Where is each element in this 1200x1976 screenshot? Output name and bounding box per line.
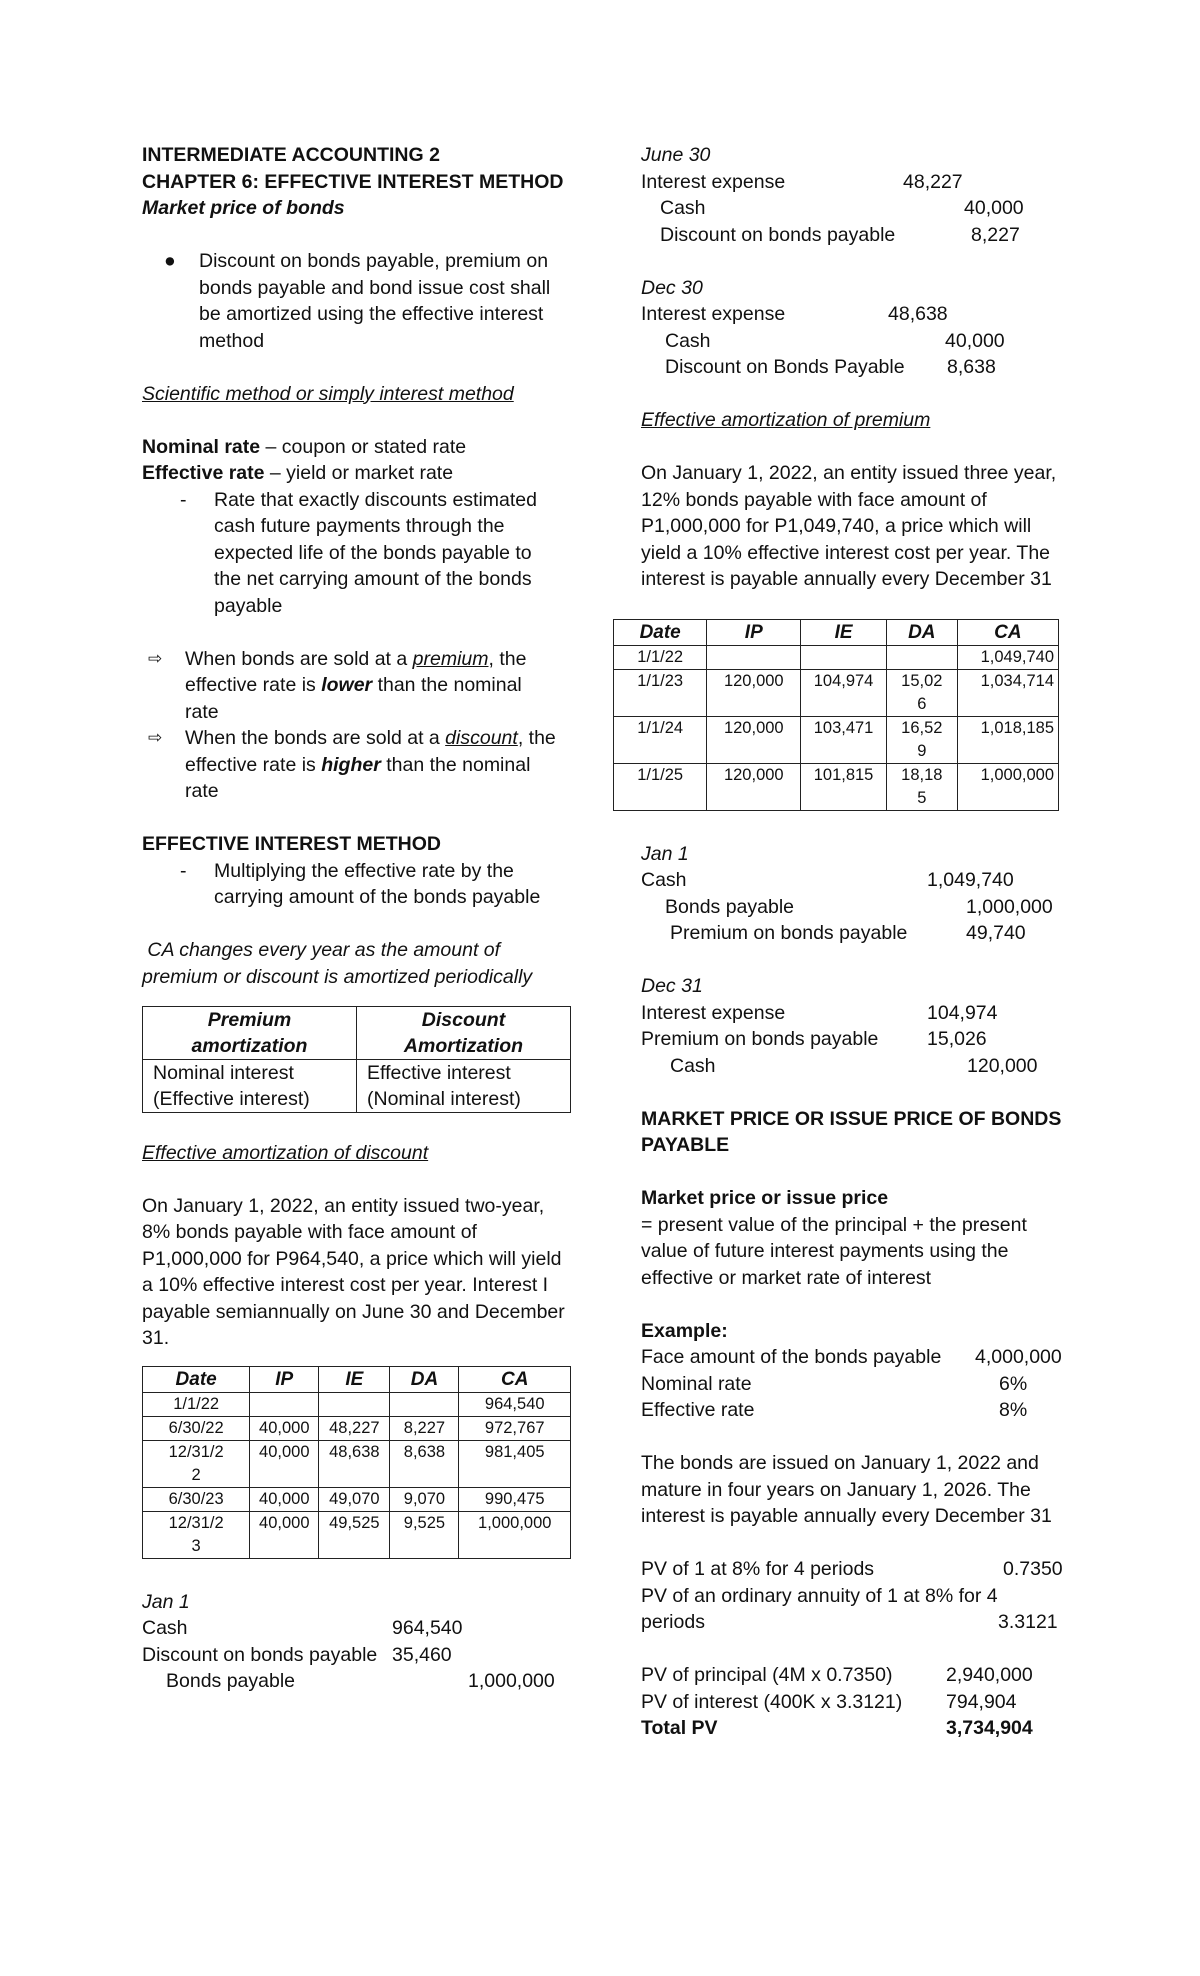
market-price-label: Market price or issue price xyxy=(641,1187,889,1209)
discount-example-paragraph: On January 1, 2022, an entity issued two-year, 8% bonds payable with face amount of P1,000,000 for P964,540, a price which will yield a 10% effective interest cost per year. Interest I payable semiannually on June 30 and December 31. xyxy=(142,1194,565,1349)
table-row xyxy=(614,763,1059,810)
table-row xyxy=(614,669,1059,716)
table-cell: 9,525 xyxy=(390,1511,459,1558)
premium-header: Premium amortization xyxy=(143,1007,357,1060)
scientific-method-heading: Scientific method or simply interest method xyxy=(142,382,514,405)
table-cell xyxy=(707,645,801,669)
discount-amortization-heading: Effective amortization of discount xyxy=(142,1141,429,1164)
table-cell: 990,475 xyxy=(459,1487,571,1511)
pv-computation: PV of principal (4M x 0.7350) 2,940,000 PV of interest (400K x 3.3121) 794,904 Total PV 3,734,904 xyxy=(641,1662,1081,1742)
effective-rate-line: Effective rate – yield or market rate xyxy=(142,462,454,484)
table-row xyxy=(143,1487,571,1511)
discount-header: Discount Amortization xyxy=(357,1007,571,1060)
dash-icon: - xyxy=(180,488,187,511)
table-cell: 1/1/22 xyxy=(614,645,707,669)
table-header-da: DA xyxy=(886,619,957,645)
table-cell xyxy=(390,1392,459,1416)
table-cell xyxy=(886,645,957,669)
table-row xyxy=(143,1440,571,1487)
table-cell xyxy=(801,645,887,669)
eim-definition: - Multiplying the effective rate by the carrying amount of the bonds payable xyxy=(180,859,541,908)
section-subtitle: Market price of bonds xyxy=(142,197,345,219)
table-cell: 1,049,740 xyxy=(957,645,1058,669)
table-cell: 120,000 xyxy=(707,716,801,763)
effective-rate-definition: - Rate that exactly discounts estimated cash future payments through the expected life of the bonds payable to the net carrying amount of the bonds payable xyxy=(180,488,537,617)
ca-note: CA changes every year as the amount of premium or discount is amortized periodically xyxy=(142,939,533,988)
arrow-icon: ⇨ xyxy=(148,648,163,668)
table-cell: 1,000,000 xyxy=(459,1511,571,1558)
course-title: INTERMEDIATE ACCOUNTING 2 xyxy=(142,144,440,166)
market-price-heading: MARKET PRICE OR ISSUE PRICE OF BONDS PAYABLE xyxy=(641,1107,1062,1156)
table-header-da: DA xyxy=(390,1366,459,1392)
table-cell: 40,000 xyxy=(250,1440,319,1487)
table-cell: 101,815 xyxy=(801,763,887,810)
table-header-date: Date xyxy=(143,1366,250,1392)
journal-entry-dec31-premium: Dec 31 Interest expense 104,974 Premium on bonds payable 15,026 Cash 120,000 xyxy=(641,975,1038,1077)
issue-paragraph: The bonds are issued on January 1, 2022 and mature in four years on January 1, 2026. The interest is payable annually every December 31 xyxy=(641,1452,1052,1527)
table-cell: 1,018,185 xyxy=(957,716,1058,763)
table-cell: 49,070 xyxy=(319,1487,390,1511)
table-cell: 1/1/22 xyxy=(143,1392,250,1416)
premium-amortization-heading: Effective amortization of premium xyxy=(641,409,931,431)
table-row xyxy=(143,1511,571,1558)
dash-icon: - xyxy=(180,859,187,882)
discount-schedule-table xyxy=(142,1366,571,1559)
left-column xyxy=(142,142,572,1695)
table-row xyxy=(614,716,1059,763)
table-cell: 964,540 xyxy=(459,1392,571,1416)
journal-entry-jan1-premium: Jan 1 Cash 1,049,740 Bonds payable 1,000,000 Premium on bonds payable 49,740 xyxy=(641,842,1053,944)
table-cell: 8,227 xyxy=(390,1416,459,1440)
journal-entry-june30: June 30 Interest expense 48,227 Cash 40,000 Discount on bonds payable 8,227 xyxy=(641,144,1024,246)
total-pv-label: Total PV xyxy=(641,1717,718,1739)
table-cell: 12/31/2 2 xyxy=(143,1440,250,1487)
nominal-rate-line: Nominal rate – coupon or stated rate xyxy=(142,435,467,458)
discount-rule: ⇨ When the bonds are sold at a discount, the effective rate is higher than the nominal rate xyxy=(148,727,556,802)
premium-rule: ⇨ When bonds are sold at a premium, the effective rate is lower than the nominal rate xyxy=(148,647,527,723)
table-cell: 9,070 xyxy=(390,1487,459,1511)
table-cell: 12/31/2 3 xyxy=(143,1511,250,1558)
table-cell: 15,02 6 xyxy=(886,669,957,716)
table-cell: 103,471 xyxy=(801,716,887,763)
table-header-ca: CA xyxy=(459,1366,571,1392)
table-cell: 120,000 xyxy=(707,669,801,716)
table-cell: 6/30/23 xyxy=(143,1487,250,1511)
table-cell: 6/30/22 xyxy=(143,1416,250,1440)
premium-schedule-table xyxy=(613,619,1059,811)
table-header-date: Date xyxy=(614,619,707,645)
comparison-table xyxy=(142,1006,571,1113)
table-row xyxy=(143,1392,571,1416)
table-cell: 49,525 xyxy=(319,1511,390,1558)
discount-cell: Effective interest (Nominal interest) xyxy=(357,1060,571,1113)
table-cell: 8,638 xyxy=(390,1440,459,1487)
example-label: Example: xyxy=(641,1319,728,1342)
table-header-ie: IE xyxy=(319,1366,390,1392)
table-cell xyxy=(319,1392,390,1416)
table-header-ca: CA xyxy=(957,619,1058,645)
premium-cell: Nominal interest (Effective interest) xyxy=(143,1060,357,1113)
table-cell: 18,18 5 xyxy=(886,763,957,810)
table-cell: 104,974 xyxy=(801,669,887,716)
bullet-amortization: ● Discount on bonds payable, premium on bonds payable and bond issue cost shall be amortized using the effective interest method xyxy=(164,250,551,352)
table-cell: 981,405 xyxy=(459,1440,571,1487)
chapter-title: CHAPTER 6: EFFECTIVE INTEREST METHOD xyxy=(142,170,564,193)
pv-factors: PV of 1 at 8% for 4 periods 0.7350 PV of an ordinary annuity of 1 at 8% for 4 periods 3.3121 xyxy=(641,1558,1063,1633)
table-cell: 1,034,714 xyxy=(957,669,1058,716)
table-cell: 48,638 xyxy=(319,1440,390,1487)
table-header-ip: IP xyxy=(250,1366,319,1392)
journal-entry-dec30: Dec 30 Interest expense 48,638 Cash 40,000 Discount on Bonds Payable 8,638 xyxy=(641,276,1005,378)
eim-heading: EFFECTIVE INTEREST METHOD xyxy=(142,833,442,855)
table-cell xyxy=(250,1392,319,1416)
right-column xyxy=(637,142,1081,1742)
table-cell: 1,000,000 xyxy=(957,763,1058,810)
bullet-dot-icon: ● xyxy=(164,250,176,272)
premium-example-paragraph: On January 1, 2022, an entity issued three year, 12% bonds payable with face amount of P1,000,000 for P1,049,740, a price which will yield a 10% effective interest cost per year. The interest is payable annually every December 31 xyxy=(641,462,1057,590)
journal-entry-jan1-discount: Jan 1 Cash 964,540 Discount on bonds payable 35,460 Bonds payable 1,000,000 xyxy=(142,1590,555,1692)
table-cell: 1/1/24 xyxy=(614,716,707,763)
table-cell: 48,227 xyxy=(319,1416,390,1440)
example-data: Face amount of the bonds payable 4,000,000 Nominal rate 6% Effective rate 8% xyxy=(641,1346,1062,1421)
table-cell: 120,000 xyxy=(707,763,801,810)
table-cell: 1/1/25 xyxy=(614,763,707,810)
table-row xyxy=(143,1416,571,1440)
table-cell: 40,000 xyxy=(250,1511,319,1558)
table-cell: 1/1/23 xyxy=(614,669,707,716)
table-cell: 40,000 xyxy=(250,1487,319,1511)
total-pv-value: 3,734,904 xyxy=(946,1717,1033,1739)
table-header-ie: IE xyxy=(801,619,887,645)
table-cell: 972,767 xyxy=(459,1416,571,1440)
table-cell: 16,52 9 xyxy=(886,716,957,763)
table-cell: 40,000 xyxy=(250,1416,319,1440)
arrow-icon: ⇨ xyxy=(148,728,163,747)
market-price-definition: = present value of the principal + the present value of future interest payments using the effective or market rate of interest xyxy=(641,1213,1027,1289)
table-row xyxy=(614,645,1059,669)
table-header-ip: IP xyxy=(707,619,801,645)
